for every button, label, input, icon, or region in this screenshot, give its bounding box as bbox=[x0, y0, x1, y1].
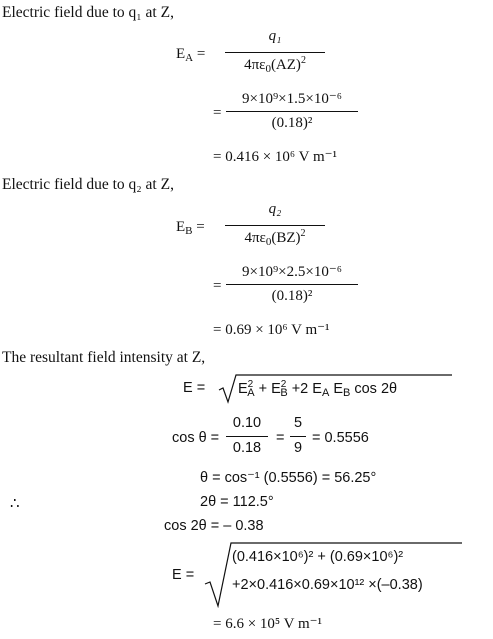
final-e-label: E = bbox=[172, 567, 195, 583]
e-radical-content: $E^2_A + E^2_B +2$ $E_A$ $E_B$ cos 2θ bbox=[238, 379, 398, 399]
therefore-symbol: ∴ bbox=[10, 496, 20, 512]
final-radical-line-2: +2×0.416×0.69×10¹² ×(–0.38) bbox=[232, 577, 423, 593]
ea-label: $E_A$ = bbox=[176, 46, 206, 64]
cos-fraction-2 bbox=[290, 413, 306, 461]
cos-den-2: 9 bbox=[293, 440, 303, 456]
eb-step-equals: = bbox=[213, 278, 222, 294]
ea-step-denominator: (0.18)² bbox=[271, 115, 313, 131]
ea-fraction bbox=[225, 28, 325, 80]
eb-step-denominator: (0.18)² bbox=[271, 288, 313, 304]
two-theta-line: 2θ = 112.5° bbox=[200, 494, 274, 510]
eb-label: $E_B$ = bbox=[176, 219, 205, 237]
ea-step-fraction-bar bbox=[226, 111, 358, 112]
eb-step-numerator: 9×10⁹×2.5×10⁻⁶ bbox=[241, 264, 342, 280]
heading-field-q2: Electric field due to q₂ at Z, bbox=[2, 176, 174, 193]
e-label: E = bbox=[183, 380, 206, 396]
final-radical-line-1: (0.416×10⁶)² + (0.69×10⁶)² bbox=[232, 549, 404, 565]
ea-result: = 0.416 × 10⁶ V m⁻¹ bbox=[213, 149, 338, 165]
eb-fraction-bar bbox=[225, 225, 325, 226]
ea-fraction-bar bbox=[225, 52, 325, 53]
ea-step-numerator: 9×10⁹×1.5×10⁻⁶ bbox=[241, 91, 342, 107]
eb-result: = 0.69 × 10⁶ V m⁻¹ bbox=[213, 322, 330, 338]
eb-step-fraction-bar bbox=[226, 284, 358, 285]
cos-result: = 0.5556 bbox=[312, 430, 369, 446]
heading-field-q1: Electric field due to q₁ at Z, bbox=[2, 4, 174, 21]
eb-denominator: $4\pi\varepsilon_0(BZ)^2$ bbox=[244, 228, 306, 248]
ea-step-fraction bbox=[226, 86, 358, 138]
cos-label: cos θ = bbox=[172, 430, 220, 446]
heading-resultant: The resultant field intensity at Z, bbox=[2, 349, 206, 366]
cos-fraction-1 bbox=[226, 413, 268, 461]
cos-bar-1 bbox=[226, 436, 268, 437]
cos-equals-2: = bbox=[276, 430, 285, 446]
cos-two-theta-line: cos 2θ = – 0.38 bbox=[164, 518, 264, 534]
eb-step-fraction bbox=[226, 259, 358, 311]
ea-denominator: $4\pi\varepsilon_0(AZ)^2$ bbox=[244, 55, 306, 75]
cos-num-2: 5 bbox=[293, 415, 303, 431]
ea-step-equals: = bbox=[213, 105, 222, 121]
cos-num-1: 0.10 bbox=[232, 415, 262, 431]
cos-bar-2 bbox=[290, 436, 306, 437]
theta-line: θ = cos⁻¹ (0.5556) = 56.25° bbox=[200, 470, 377, 486]
final-result: = 6.6 × 10⁵ V m⁻¹ bbox=[213, 616, 323, 632]
ea-numerator: q₁ bbox=[268, 28, 282, 44]
eb-numerator: q₂ bbox=[268, 201, 282, 217]
cos-den-1: 0.18 bbox=[232, 440, 262, 456]
eb-fraction bbox=[225, 201, 325, 253]
